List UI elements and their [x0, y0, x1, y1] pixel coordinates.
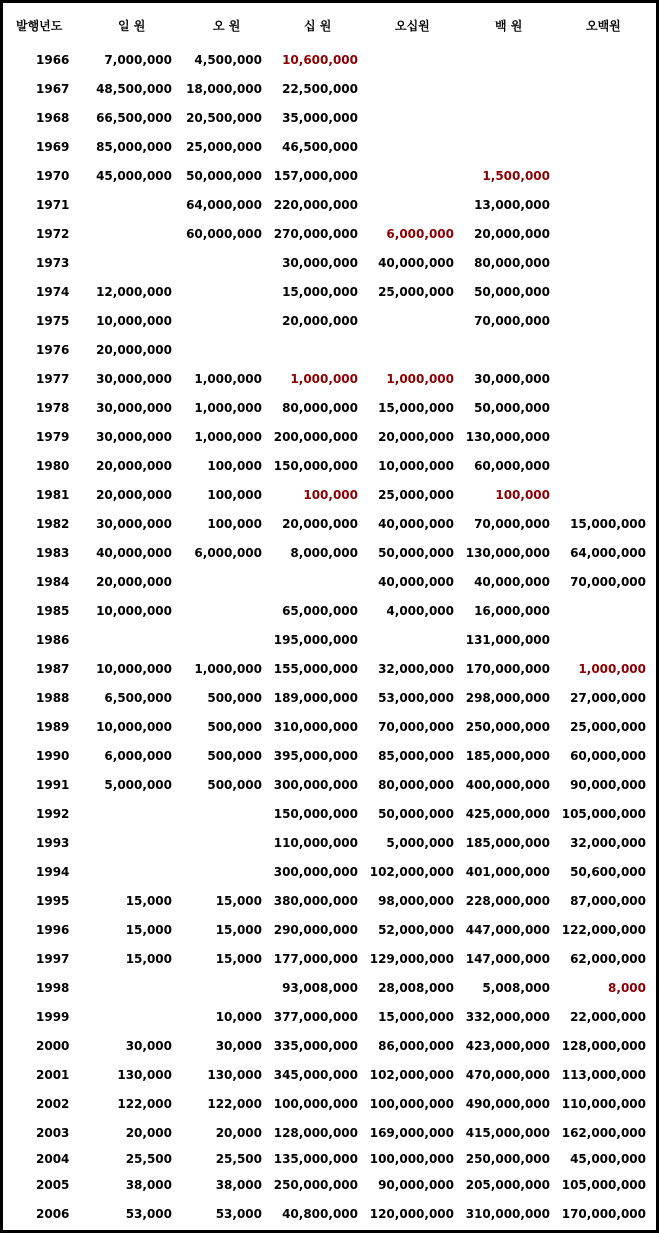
year-cell: 1995: [36, 894, 70, 908]
value-cell: 377,000,000: [273, 1010, 358, 1024]
value-cell: 100,000,000: [273, 1097, 358, 1111]
value-cell: 45,000,000: [570, 1152, 646, 1166]
table-row: [3, 978, 656, 998]
value-cell: 250,000,000: [273, 1178, 358, 1192]
value-cell: 8,000: [608, 981, 646, 995]
value-cell: 60,000,000: [186, 227, 262, 241]
value-cell: 12,000,000: [96, 285, 172, 299]
value-cell: 185,000,000: [465, 836, 550, 850]
value-cell: 53,000: [125, 1207, 172, 1221]
value-cell: 15,000: [125, 923, 172, 937]
value-cell: 20,000,000: [96, 575, 172, 589]
value-cell: 185,000,000: [465, 749, 550, 763]
value-cell: 120,000,000: [369, 1207, 454, 1221]
value-cell: 1,000,000: [194, 662, 262, 676]
table-row: [3, 543, 656, 563]
value-cell: 20,000: [125, 1126, 172, 1140]
table-row: [3, 456, 656, 476]
value-cell: 15,000: [215, 923, 262, 937]
value-cell: 401,000,000: [465, 865, 550, 879]
table-row: [3, 1123, 656, 1143]
value-cell: 46,500,000: [282, 140, 358, 154]
value-cell: 110,000,000: [561, 1097, 646, 1111]
value-cell: 6,000,000: [386, 227, 454, 241]
table-row: [3, 282, 656, 302]
value-cell: 110,000,000: [273, 836, 358, 850]
value-cell: 425,000,000: [465, 807, 550, 821]
value-cell: 150,000,000: [273, 459, 358, 473]
value-cell: 147,000,000: [465, 952, 550, 966]
table-row: [3, 253, 656, 273]
value-cell: 15,000,000: [378, 401, 454, 415]
value-cell: 85,000,000: [96, 140, 172, 154]
value-cell: 20,000: [215, 1126, 262, 1140]
table-row: [3, 920, 656, 940]
value-cell: 300,000,000: [273, 778, 358, 792]
header-10won: 십 원: [304, 19, 332, 33]
table-row: [3, 833, 656, 853]
year-cell: 1997: [36, 952, 70, 966]
table-row: [3, 1007, 656, 1027]
value-cell: 189,000,000: [273, 691, 358, 705]
value-cell: 32,000,000: [378, 662, 454, 676]
value-cell: 157,000,000: [273, 169, 358, 183]
year-cell: 1999: [36, 1010, 70, 1024]
year-cell: 1982: [36, 517, 70, 531]
table-row: [3, 949, 656, 969]
year-cell: 1989: [36, 720, 70, 734]
table-row: [3, 1175, 656, 1195]
year-cell: 1971: [36, 198, 70, 212]
value-cell: 30,000,000: [96, 372, 172, 386]
year-cell: 2000: [36, 1039, 70, 1053]
year-cell: 1988: [36, 691, 70, 705]
table-row: [3, 630, 656, 650]
value-cell: 490,000,000: [465, 1097, 550, 1111]
value-cell: 15,000: [215, 952, 262, 966]
value-cell: 500,000: [207, 749, 262, 763]
value-cell: 100,000: [495, 488, 550, 502]
year-cell: 1993: [36, 836, 70, 850]
table-row: [3, 688, 656, 708]
value-cell: 53,000: [215, 1207, 262, 1221]
value-cell: 500,000: [207, 691, 262, 705]
value-cell: 102,000,000: [369, 1068, 454, 1082]
table-row: [3, 195, 656, 215]
value-cell: 447,000,000: [465, 923, 550, 937]
year-cell: 1994: [36, 865, 70, 879]
value-cell: 100,000: [207, 459, 262, 473]
value-cell: 65,000,000: [282, 604, 358, 618]
value-cell: 1,000,000: [194, 401, 262, 415]
value-cell: 50,600,000: [570, 865, 646, 879]
value-cell: 220,000,000: [273, 198, 358, 212]
value-cell: 20,500,000: [186, 111, 262, 125]
value-cell: 228,000,000: [465, 894, 550, 908]
table-row: [3, 804, 656, 824]
value-cell: 30,000,000: [474, 372, 550, 386]
header-5won: 오 원: [213, 19, 241, 33]
value-cell: 20,000,000: [282, 517, 358, 531]
year-cell: 1996: [36, 923, 70, 937]
table-row: [3, 485, 656, 505]
value-cell: 40,000,000: [96, 546, 172, 560]
header-500won: 오백원: [586, 19, 621, 33]
value-cell: 85,000,000: [378, 749, 454, 763]
table-row: [3, 1204, 656, 1224]
value-cell: 66,500,000: [96, 111, 172, 125]
year-cell: 1974: [36, 285, 70, 299]
value-cell: 400,000,000: [465, 778, 550, 792]
table-row: [3, 862, 656, 882]
value-cell: 38,000: [215, 1178, 262, 1192]
value-cell: 15,000,000: [282, 285, 358, 299]
table-row: [3, 746, 656, 766]
value-cell: 30,000,000: [96, 401, 172, 415]
value-cell: 70,000,000: [378, 720, 454, 734]
value-cell: 122,000: [207, 1097, 262, 1111]
value-cell: 310,000,000: [273, 720, 358, 734]
table-row: [3, 108, 656, 128]
header-1won: 일 원: [118, 19, 146, 33]
value-cell: 1,000,000: [386, 372, 454, 386]
table-header: [3, 3, 656, 51]
value-cell: 20,000,000: [474, 227, 550, 241]
value-cell: 10,600,000: [282, 53, 358, 67]
table-row: [3, 891, 656, 911]
value-cell: 170,000,000: [465, 662, 550, 676]
value-cell: 15,000: [125, 952, 172, 966]
value-cell: 80,000,000: [378, 778, 454, 792]
table-row: [3, 50, 656, 70]
table-row: [3, 79, 656, 99]
value-cell: 298,000,000: [465, 691, 550, 705]
table-row: [3, 1094, 656, 1114]
value-cell: 25,000,000: [378, 488, 454, 502]
year-cell: 1984: [36, 575, 70, 589]
value-cell: 380,000,000: [273, 894, 358, 908]
year-cell: 1998: [36, 981, 70, 995]
value-cell: 25,500: [215, 1152, 262, 1166]
value-cell: 130,000: [207, 1068, 262, 1082]
value-cell: 45,000,000: [96, 169, 172, 183]
value-cell: 335,000,000: [273, 1039, 358, 1053]
value-cell: 6,500,000: [104, 691, 172, 705]
year-cell: 2006: [36, 1207, 70, 1221]
value-cell: 40,800,000: [282, 1207, 358, 1221]
value-cell: 32,000,000: [570, 836, 646, 850]
table-row: [3, 427, 656, 447]
value-cell: 20,000,000: [378, 430, 454, 444]
value-cell: 1,000,000: [194, 430, 262, 444]
table-row: [3, 717, 656, 737]
year-cell: 1973: [36, 256, 70, 270]
year-cell: 1979: [36, 430, 70, 444]
year-cell: 1977: [36, 372, 70, 386]
value-cell: 1,000,000: [578, 662, 646, 676]
value-cell: 102,000,000: [369, 865, 454, 879]
value-cell: 13,000,000: [474, 198, 550, 212]
value-cell: 130,000,000: [465, 430, 550, 444]
value-cell: 500,000: [207, 720, 262, 734]
year-cell: 1985: [36, 604, 70, 618]
table-row: [3, 137, 656, 157]
value-cell: 40,000,000: [378, 575, 454, 589]
value-cell: 8,000,000: [290, 546, 358, 560]
value-cell: 128,000,000: [561, 1039, 646, 1053]
header-100won: 백 원: [495, 19, 523, 33]
value-cell: 70,000,000: [474, 517, 550, 531]
value-cell: 128,000,000: [273, 1126, 358, 1140]
value-cell: 300,000,000: [273, 865, 358, 879]
value-cell: 1,500,000: [482, 169, 550, 183]
value-cell: 15,000,000: [378, 1010, 454, 1024]
table-row: [3, 1036, 656, 1056]
table-row: [3, 1149, 656, 1169]
value-cell: 22,000,000: [570, 1010, 646, 1024]
value-cell: 130,000,000: [465, 546, 550, 560]
value-cell: 90,000,000: [570, 778, 646, 792]
value-cell: 250,000,000: [465, 1152, 550, 1166]
year-cell: 1972: [36, 227, 70, 241]
value-cell: 40,000,000: [378, 517, 454, 531]
table-row: [3, 514, 656, 534]
value-cell: 53,000,000: [378, 691, 454, 705]
value-cell: 15,000,000: [570, 517, 646, 531]
value-cell: 87,000,000: [570, 894, 646, 908]
value-cell: 130,000: [117, 1068, 172, 1082]
value-cell: 22,500,000: [282, 82, 358, 96]
year-cell: 2005: [36, 1178, 70, 1192]
value-cell: 100,000,000: [369, 1097, 454, 1111]
year-cell: 1980: [36, 459, 70, 473]
value-cell: 423,000,000: [465, 1039, 550, 1053]
value-cell: 5,008,000: [482, 981, 550, 995]
value-cell: 20,000,000: [282, 314, 358, 328]
value-cell: 35,000,000: [282, 111, 358, 125]
year-cell: 2001: [36, 1068, 70, 1082]
value-cell: 40,000,000: [474, 575, 550, 589]
value-cell: 30,000,000: [282, 256, 358, 270]
value-cell: 131,000,000: [465, 633, 550, 647]
value-cell: 70,000,000: [570, 575, 646, 589]
value-cell: 10,000,000: [378, 459, 454, 473]
value-cell: 129,000,000: [369, 952, 454, 966]
header-50won: 오십원: [395, 19, 430, 33]
year-cell: 2003: [36, 1126, 70, 1140]
value-cell: 200,000,000: [273, 430, 358, 444]
value-cell: 27,000,000: [570, 691, 646, 705]
year-cell: 1975: [36, 314, 70, 328]
value-cell: 25,000,000: [570, 720, 646, 734]
value-cell: 105,000,000: [561, 1178, 646, 1192]
value-cell: 80,000,000: [282, 401, 358, 415]
value-cell: 93,008,000: [282, 981, 358, 995]
value-cell: 25,000,000: [378, 285, 454, 299]
year-cell: 1983: [36, 546, 70, 560]
value-cell: 20,000,000: [96, 459, 172, 473]
value-cell: 38,000: [125, 1178, 172, 1192]
value-cell: 1,000,000: [290, 372, 358, 386]
value-cell: 5,000,000: [386, 836, 454, 850]
value-cell: 16,000,000: [474, 604, 550, 618]
value-cell: 15,000: [215, 894, 262, 908]
value-cell: 290,000,000: [273, 923, 358, 937]
value-cell: 50,000,000: [474, 401, 550, 415]
value-cell: 205,000,000: [465, 1178, 550, 1192]
value-cell: 60,000,000: [570, 749, 646, 763]
value-cell: 48,500,000: [96, 82, 172, 96]
value-cell: 30,000,000: [96, 517, 172, 531]
value-cell: 50,000,000: [378, 807, 454, 821]
value-cell: 10,000,000: [96, 662, 172, 676]
value-cell: 270,000,000: [273, 227, 358, 241]
value-cell: 15,000: [125, 894, 172, 908]
value-cell: 25,000,000: [186, 140, 262, 154]
value-cell: 20,000,000: [96, 343, 172, 357]
value-cell: 195,000,000: [273, 633, 358, 647]
value-cell: 162,000,000: [561, 1126, 646, 1140]
value-cell: 113,000,000: [561, 1068, 646, 1082]
year-cell: 1986: [36, 633, 70, 647]
value-cell: 80,000,000: [474, 256, 550, 270]
year-cell: 2002: [36, 1097, 70, 1111]
table-row: [3, 659, 656, 679]
value-cell: 64,000,000: [570, 546, 646, 560]
value-cell: 30,000,000: [96, 430, 172, 444]
value-cell: 6,000,000: [104, 749, 172, 763]
header-year: 발행년도: [16, 19, 63, 33]
value-cell: 62,000,000: [570, 952, 646, 966]
table-row: [3, 224, 656, 244]
value-cell: 415,000,000: [465, 1126, 550, 1140]
value-cell: 10,000,000: [96, 604, 172, 618]
value-cell: 155,000,000: [273, 662, 358, 676]
value-cell: 10,000: [215, 1010, 262, 1024]
year-cell: 1969: [36, 140, 70, 154]
value-cell: 50,000,000: [474, 285, 550, 299]
year-cell: 1992: [36, 807, 70, 821]
table-row: [3, 166, 656, 186]
value-cell: 40,000,000: [378, 256, 454, 270]
value-cell: 310,000,000: [465, 1207, 550, 1221]
value-cell: 50,000,000: [186, 169, 262, 183]
value-cell: 100,000: [207, 488, 262, 502]
year-cell: 1967: [36, 82, 70, 96]
table-row: [3, 369, 656, 389]
value-cell: 90,000,000: [378, 1178, 454, 1192]
value-cell: 170,000,000: [561, 1207, 646, 1221]
value-cell: 1,000,000: [194, 372, 262, 386]
value-cell: 395,000,000: [273, 749, 358, 763]
value-cell: 64,000,000: [186, 198, 262, 212]
value-cell: 122,000: [117, 1097, 172, 1111]
table-row: [3, 601, 656, 621]
value-cell: 25,500: [125, 1152, 172, 1166]
value-cell: 52,000,000: [378, 923, 454, 937]
value-cell: 500,000: [207, 778, 262, 792]
year-cell: 1991: [36, 778, 70, 792]
value-cell: 98,000,000: [378, 894, 454, 908]
value-cell: 50,000,000: [378, 546, 454, 560]
value-cell: 70,000,000: [474, 314, 550, 328]
year-cell: 1970: [36, 169, 70, 183]
value-cell: 122,000,000: [561, 923, 646, 937]
table-row: [3, 398, 656, 418]
year-cell: 1987: [36, 662, 70, 676]
value-cell: 345,000,000: [273, 1068, 358, 1082]
value-cell: 6,000,000: [194, 546, 262, 560]
value-cell: 105,000,000: [561, 807, 646, 821]
value-cell: 4,500,000: [194, 53, 262, 67]
value-cell: 169,000,000: [369, 1126, 454, 1140]
value-cell: 150,000,000: [273, 807, 358, 821]
value-cell: 135,000,000: [273, 1152, 358, 1166]
table-row: [3, 1065, 656, 1085]
value-cell: 7,000,000: [104, 53, 172, 67]
year-cell: 2004: [36, 1152, 70, 1166]
table-row: [3, 340, 656, 360]
value-cell: 30,000: [125, 1039, 172, 1053]
year-cell: 1966: [36, 53, 70, 67]
value-cell: 10,000,000: [96, 720, 172, 734]
value-cell: 28,008,000: [378, 981, 454, 995]
value-cell: 470,000,000: [465, 1068, 550, 1082]
table-row: [3, 775, 656, 795]
value-cell: 177,000,000: [273, 952, 358, 966]
value-cell: 30,000: [215, 1039, 262, 1053]
value-cell: 60,000,000: [474, 459, 550, 473]
value-cell: 100,000: [303, 488, 358, 502]
value-cell: 332,000,000: [465, 1010, 550, 1024]
value-cell: 86,000,000: [378, 1039, 454, 1053]
value-cell: 5,000,000: [104, 778, 172, 792]
year-cell: 1981: [36, 488, 70, 502]
value-cell: 18,000,000: [186, 82, 262, 96]
value-cell: 250,000,000: [465, 720, 550, 734]
value-cell: 10,000,000: [96, 314, 172, 328]
value-cell: 100,000: [207, 517, 262, 531]
value-cell: 100,000,000: [369, 1152, 454, 1166]
value-cell: 20,000,000: [96, 488, 172, 502]
year-cell: 1976: [36, 343, 70, 357]
year-cell: 1968: [36, 111, 70, 125]
year-cell: 1990: [36, 749, 70, 763]
table-row: [3, 572, 656, 592]
value-cell: 4,000,000: [386, 604, 454, 618]
year-cell: 1978: [36, 401, 70, 415]
table-row: [3, 311, 656, 331]
